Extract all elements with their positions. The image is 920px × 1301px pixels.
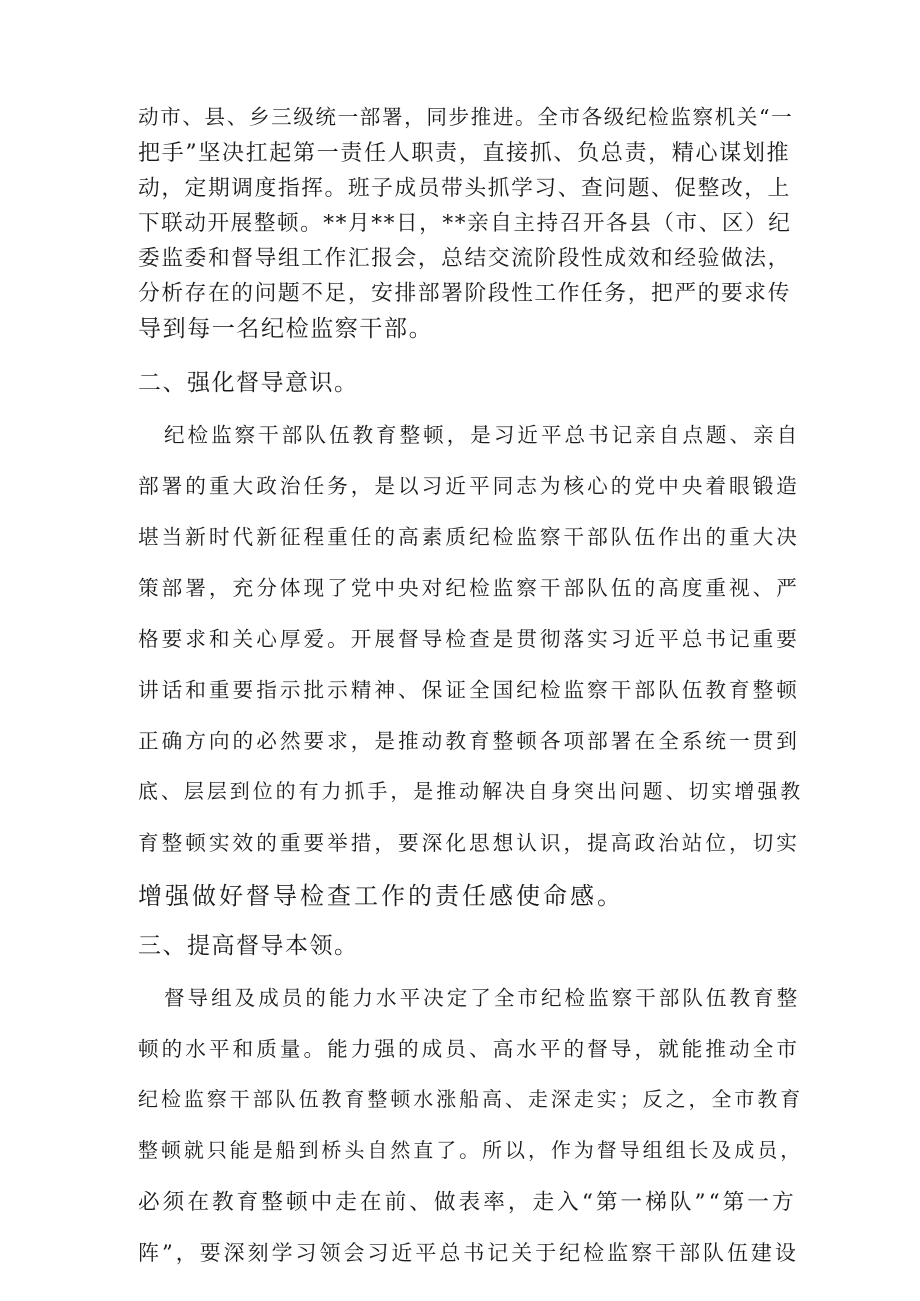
section2-line-3: 堪当新时代新征程重任的高素质纪检监察干部队伍作出的重大决 xyxy=(138,525,800,549)
intro-line-7: 导到每一名纪检监察干部。 xyxy=(138,316,434,342)
section2-line-1: 纪检监察干部队伍教育整顿，是习近平总书记亲自点题、亲自 xyxy=(164,423,801,447)
section2-line-6: 讲话和重要指示批示精神、保证全国纪检监察干部队伍教育整顿 xyxy=(138,678,800,702)
section2-line-4: 策部署，充分体现了党中央对纪检监察干部队伍的高度重视、严 xyxy=(138,576,800,600)
intro-line-6: 分析存在的问题不足，安排部署阶段性工作任务，把严的要求传 xyxy=(138,281,791,306)
intro-line-5: 委监委和督导组工作汇报会，总结交流阶段性成效和经验做法， xyxy=(138,246,791,271)
intro-line-3: 动，定期调度指挥。班子成员带头抓学习、查问题、促整改，上 xyxy=(138,176,791,201)
section2-line-10: 增强做好督导检查工作的责任感使命感。 xyxy=(138,882,624,910)
intro-line-2: 把手”坚决扛起第一责任人职责，直接抓、负总责，精心谋划推 xyxy=(138,141,791,166)
section3-line-6: 阵”，要深刻学习领会习近平总书记关于纪检监察干部队伍建设 xyxy=(138,1241,799,1265)
section3-line-1: 督导组及成员的能力水平决定了全市纪检监察干部队伍教育整 xyxy=(164,986,801,1010)
intro-line-1: 动市、县、乡三级统一部署，同步推进。全市各级纪检监察机关“一 xyxy=(138,105,794,129)
section3-heading: 三、提高督导本领。 xyxy=(138,933,359,959)
section3-line-3: 纪检监察干部队伍教育整顿水涨船高、走深走实；反之，全市教育 xyxy=(138,1087,804,1111)
section2-line-5: 格要求和关心厚爱。开展督导检查是贯彻落实习近平总书记重要 xyxy=(138,627,800,651)
section2-heading: 二、强化督导意识。 xyxy=(138,370,359,396)
section2-line-9: 育整顿实效的重要举措，要深化思想认识，提高政治站位，切实 xyxy=(138,831,800,855)
section2-line-2: 部署的重大政治任务，是以习近平同志为核心的党中央着眼锻造 xyxy=(138,474,800,498)
section3-line-2: 顿的水平和质量。能力强的成员、高水平的督导，就能推动全市 xyxy=(138,1037,800,1061)
section2-line-7: 正确方向的必然要求，是推动教育整顿各项部署在全系统一贯到 xyxy=(138,729,800,753)
intro-line-4: 下联动开展整顿。**月**日，**亲自主持召开各县（市、区）纪 xyxy=(138,211,792,236)
section3-line-5: 必须在教育整顿中走在前、做表率，走入“第一梯队”“第一方 xyxy=(138,1190,797,1215)
section3-line-4: 整顿就只能是船到桥头自然直了。所以，作为督导组组长及成员， xyxy=(138,1138,804,1162)
section2-line-8: 底、层层到位的有力抓手，是推动解决自身突出问题、切实增强教 xyxy=(138,779,804,803)
